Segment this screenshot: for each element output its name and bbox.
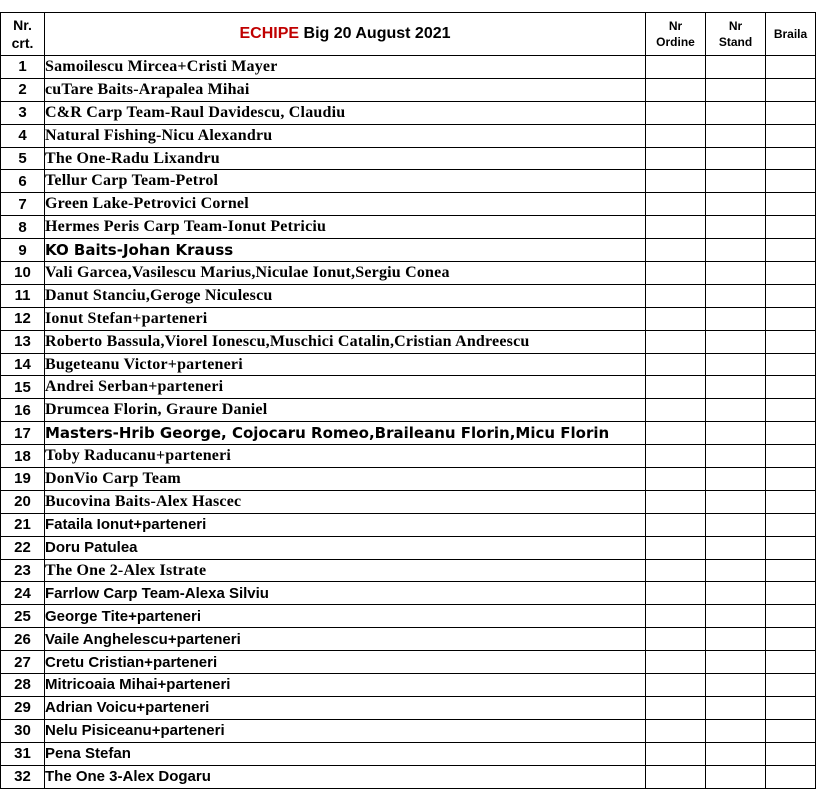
team-name: DonVio Carp Team	[45, 468, 646, 491]
nr-stand-cell	[706, 445, 766, 468]
nr-stand-cell	[706, 239, 766, 262]
table-row	[1, 628, 816, 651]
row-number: 14	[1, 353, 45, 376]
row-number: 5	[1, 147, 45, 170]
table-row	[1, 239, 816, 262]
table-row	[1, 605, 816, 628]
nr-ordine-cell	[646, 124, 706, 147]
team-name: Doru Patulea	[45, 536, 646, 559]
nr-stand-cell	[706, 422, 766, 445]
row-number: 28	[1, 674, 45, 697]
nr-stand-cell	[706, 628, 766, 651]
team-name: Danut Stanciu,Geroge Niculescu	[45, 284, 646, 307]
table-row	[1, 216, 816, 239]
header-nr-ordine-line2: Ordine	[656, 35, 695, 49]
braila-cell	[766, 445, 816, 468]
nr-stand-cell	[706, 284, 766, 307]
team-name: The One-Radu Lixandru	[45, 147, 646, 170]
nr-ordine-cell	[646, 582, 706, 605]
row-number: 16	[1, 399, 45, 422]
nr-ordine-cell	[646, 101, 706, 124]
braila-cell	[766, 56, 816, 79]
table-row	[1, 262, 816, 285]
team-name: KO Baits-Johan Krauss	[45, 239, 646, 262]
table-row	[1, 78, 816, 101]
braila-cell	[766, 101, 816, 124]
row-number: 21	[1, 513, 45, 536]
nr-ordine-cell	[646, 513, 706, 536]
nr-ordine-cell	[646, 445, 706, 468]
nr-ordine-cell	[646, 262, 706, 285]
team-name: Ionut Stefan+parteneri	[45, 307, 646, 330]
table-row	[1, 559, 816, 582]
table-row	[1, 330, 816, 353]
nr-stand-cell	[706, 468, 766, 491]
team-name: Fataila Ionut+parteneri	[45, 513, 646, 536]
table-row	[1, 147, 816, 170]
nr-ordine-cell	[646, 628, 706, 651]
row-number: 24	[1, 582, 45, 605]
braila-cell	[766, 78, 816, 101]
braila-cell	[766, 284, 816, 307]
header-nr-crt	[1, 13, 45, 56]
header-nr-crt-line2: crt.	[11, 35, 34, 51]
header-nr-stand-line1: Nr	[728, 19, 743, 33]
nr-ordine-cell	[646, 353, 706, 376]
row-number: 9	[1, 239, 45, 262]
braila-cell	[766, 536, 816, 559]
row-number: 11	[1, 284, 45, 307]
nr-stand-cell	[706, 765, 766, 788]
row-number: 22	[1, 536, 45, 559]
braila-cell	[766, 468, 816, 491]
nr-stand-cell	[706, 536, 766, 559]
row-number: 19	[1, 468, 45, 491]
nr-stand-cell	[706, 78, 766, 101]
nr-stand-cell	[706, 651, 766, 674]
nr-ordine-cell	[646, 674, 706, 697]
nr-stand-cell	[706, 193, 766, 216]
nr-ordine-cell	[646, 330, 706, 353]
team-name: Natural Fishing-Nicu Alexandru	[45, 124, 646, 147]
nr-ordine-cell	[646, 422, 706, 445]
table-row	[1, 56, 816, 79]
nr-ordine-cell	[646, 536, 706, 559]
nr-stand-cell	[706, 513, 766, 536]
row-number: 26	[1, 628, 45, 651]
braila-cell	[766, 742, 816, 765]
row-number: 32	[1, 765, 45, 788]
team-name: Drumcea Florin, Graure Daniel	[45, 399, 646, 422]
nr-ordine-cell	[646, 765, 706, 788]
header-braila: Braila	[766, 13, 816, 56]
braila-cell	[766, 513, 816, 536]
header-row	[1, 13, 816, 56]
team-name: Mitricoaia Mihai+parteneri	[45, 674, 646, 697]
nr-stand-cell	[706, 696, 766, 719]
nr-stand-cell	[706, 216, 766, 239]
braila-cell	[766, 559, 816, 582]
nr-stand-cell	[706, 124, 766, 147]
table-row	[1, 765, 816, 788]
nr-stand-cell	[706, 330, 766, 353]
row-number: 29	[1, 696, 45, 719]
team-name: C&R Carp Team-Raul Davidescu, Claudiu	[45, 101, 646, 124]
row-number: 4	[1, 124, 45, 147]
table-row	[1, 399, 816, 422]
team-name: The One 2-Alex Istrate	[45, 559, 646, 582]
braila-cell	[766, 124, 816, 147]
nr-ordine-cell	[646, 56, 706, 79]
team-name: Toby Raducanu+parteneri	[45, 445, 646, 468]
row-number: 8	[1, 216, 45, 239]
table-row	[1, 170, 816, 193]
table-row	[1, 719, 816, 742]
braila-cell	[766, 399, 816, 422]
nr-stand-cell	[706, 376, 766, 399]
row-number: 12	[1, 307, 45, 330]
table-row	[1, 468, 816, 491]
team-name: Farrlow Carp Team-Alexa Silviu	[45, 582, 646, 605]
nr-stand-cell	[706, 56, 766, 79]
header-nr-stand-line2: Stand	[718, 35, 753, 49]
table-row	[1, 674, 816, 697]
row-number: 18	[1, 445, 45, 468]
nr-ordine-cell	[646, 399, 706, 422]
table-row	[1, 445, 816, 468]
braila-cell	[766, 147, 816, 170]
braila-cell	[766, 628, 816, 651]
row-number: 2	[1, 78, 45, 101]
nr-stand-cell	[706, 147, 766, 170]
nr-stand-cell	[706, 399, 766, 422]
header-nr-ordine-line1: Nr	[668, 19, 683, 33]
table-row	[1, 582, 816, 605]
nr-ordine-cell	[646, 216, 706, 239]
table-title	[45, 13, 646, 56]
braila-cell	[766, 605, 816, 628]
table-row	[1, 307, 816, 330]
header-nr-crt-line1: Nr.	[13, 17, 32, 33]
nr-stand-cell	[706, 742, 766, 765]
nr-ordine-cell	[646, 376, 706, 399]
row-number: 30	[1, 719, 45, 742]
team-name: Masters-Hrib George, Cojocaru Romeo,Braileanu Florin,Micu Florin	[45, 422, 646, 445]
row-number: 6	[1, 170, 45, 193]
nr-ordine-cell	[646, 605, 706, 628]
braila-cell	[766, 651, 816, 674]
team-name: Green Lake-Petrovici Cornel	[45, 193, 646, 216]
braila-cell	[766, 490, 816, 513]
team-name: Samoilescu Mircea+Cristi Mayer	[45, 56, 646, 79]
nr-ordine-cell	[646, 651, 706, 674]
row-number: 20	[1, 490, 45, 513]
braila-cell	[766, 307, 816, 330]
nr-ordine-cell	[646, 696, 706, 719]
braila-cell	[766, 696, 816, 719]
nr-ordine-cell	[646, 284, 706, 307]
table-row	[1, 651, 816, 674]
nr-ordine-cell	[646, 78, 706, 101]
team-name: Roberto Bassula,Viorel Ionescu,Muschici Catalin,Cristian Andreescu	[45, 330, 646, 353]
braila-cell	[766, 170, 816, 193]
table-row	[1, 376, 816, 399]
nr-stand-cell	[706, 719, 766, 742]
nr-ordine-cell	[646, 559, 706, 582]
nr-ordine-cell	[646, 147, 706, 170]
table-row	[1, 742, 816, 765]
row-number: 1	[1, 56, 45, 79]
nr-stand-cell	[706, 101, 766, 124]
nr-stand-cell	[706, 674, 766, 697]
row-number: 3	[1, 101, 45, 124]
team-name: Vali Garcea,Vasilescu Marius,Niculae Ionut,Sergiu Conea	[45, 262, 646, 285]
teams-table	[0, 12, 816, 789]
title-event: Big 20 August 2021	[299, 25, 451, 42]
nr-stand-cell	[706, 605, 766, 628]
nr-ordine-cell	[646, 193, 706, 216]
team-name: Tellur Carp Team-Petrol	[45, 170, 646, 193]
nr-stand-cell	[706, 582, 766, 605]
team-name: Vaile Anghelescu+parteneri	[45, 628, 646, 651]
nr-ordine-cell	[646, 742, 706, 765]
braila-cell	[766, 330, 816, 353]
title-echipe: ECHIPE	[239, 25, 300, 42]
team-name: cuTare Baits-Arapalea Mihai	[45, 78, 646, 101]
braila-cell	[766, 239, 816, 262]
nr-stand-cell	[706, 262, 766, 285]
nr-ordine-cell	[646, 307, 706, 330]
table-row	[1, 124, 816, 147]
team-name: George Tite+parteneri	[45, 605, 646, 628]
table-row	[1, 284, 816, 307]
team-name: Adrian Voicu+parteneri	[45, 696, 646, 719]
braila-cell	[766, 719, 816, 742]
header-nr-stand	[706, 13, 766, 56]
nr-ordine-cell	[646, 468, 706, 491]
team-name: Hermes Peris Carp Team-Ionut Petriciu	[45, 216, 646, 239]
table-row	[1, 101, 816, 124]
table-row	[1, 193, 816, 216]
table-row	[1, 422, 816, 445]
row-number: 13	[1, 330, 45, 353]
row-number: 23	[1, 559, 45, 582]
team-name: The One 3-Alex Dogaru	[45, 765, 646, 788]
table-row	[1, 353, 816, 376]
nr-stand-cell	[706, 170, 766, 193]
row-number: 15	[1, 376, 45, 399]
nr-stand-cell	[706, 307, 766, 330]
row-number: 27	[1, 651, 45, 674]
table-row	[1, 696, 816, 719]
braila-cell	[766, 765, 816, 788]
table-row	[1, 536, 816, 559]
row-number: 7	[1, 193, 45, 216]
nr-ordine-cell	[646, 490, 706, 513]
nr-ordine-cell	[646, 170, 706, 193]
team-name: Bugeteanu Victor+parteneri	[45, 353, 646, 376]
braila-cell	[766, 262, 816, 285]
nr-ordine-cell	[646, 719, 706, 742]
braila-cell	[766, 353, 816, 376]
braila-cell	[766, 376, 816, 399]
row-number: 25	[1, 605, 45, 628]
team-name: Bucovina Baits-Alex Hascec	[45, 490, 646, 513]
team-name: Pena Stefan	[45, 742, 646, 765]
nr-ordine-cell	[646, 239, 706, 262]
nr-stand-cell	[706, 559, 766, 582]
braila-cell	[766, 674, 816, 697]
braila-cell	[766, 216, 816, 239]
braila-cell	[766, 582, 816, 605]
row-number: 17	[1, 422, 45, 445]
team-name: Cretu Cristian+parteneri	[45, 651, 646, 674]
table-body	[1, 56, 816, 789]
nr-stand-cell	[706, 490, 766, 513]
nr-stand-cell	[706, 353, 766, 376]
team-name: Nelu Pisiceanu+parteneri	[45, 719, 646, 742]
table-row	[1, 490, 816, 513]
row-number: 31	[1, 742, 45, 765]
team-name: Andrei Serban+parteneri	[45, 376, 646, 399]
table-row	[1, 513, 816, 536]
row-number: 10	[1, 262, 45, 285]
header-nr-ordine	[646, 13, 706, 56]
braila-cell	[766, 422, 816, 445]
braila-cell	[766, 193, 816, 216]
